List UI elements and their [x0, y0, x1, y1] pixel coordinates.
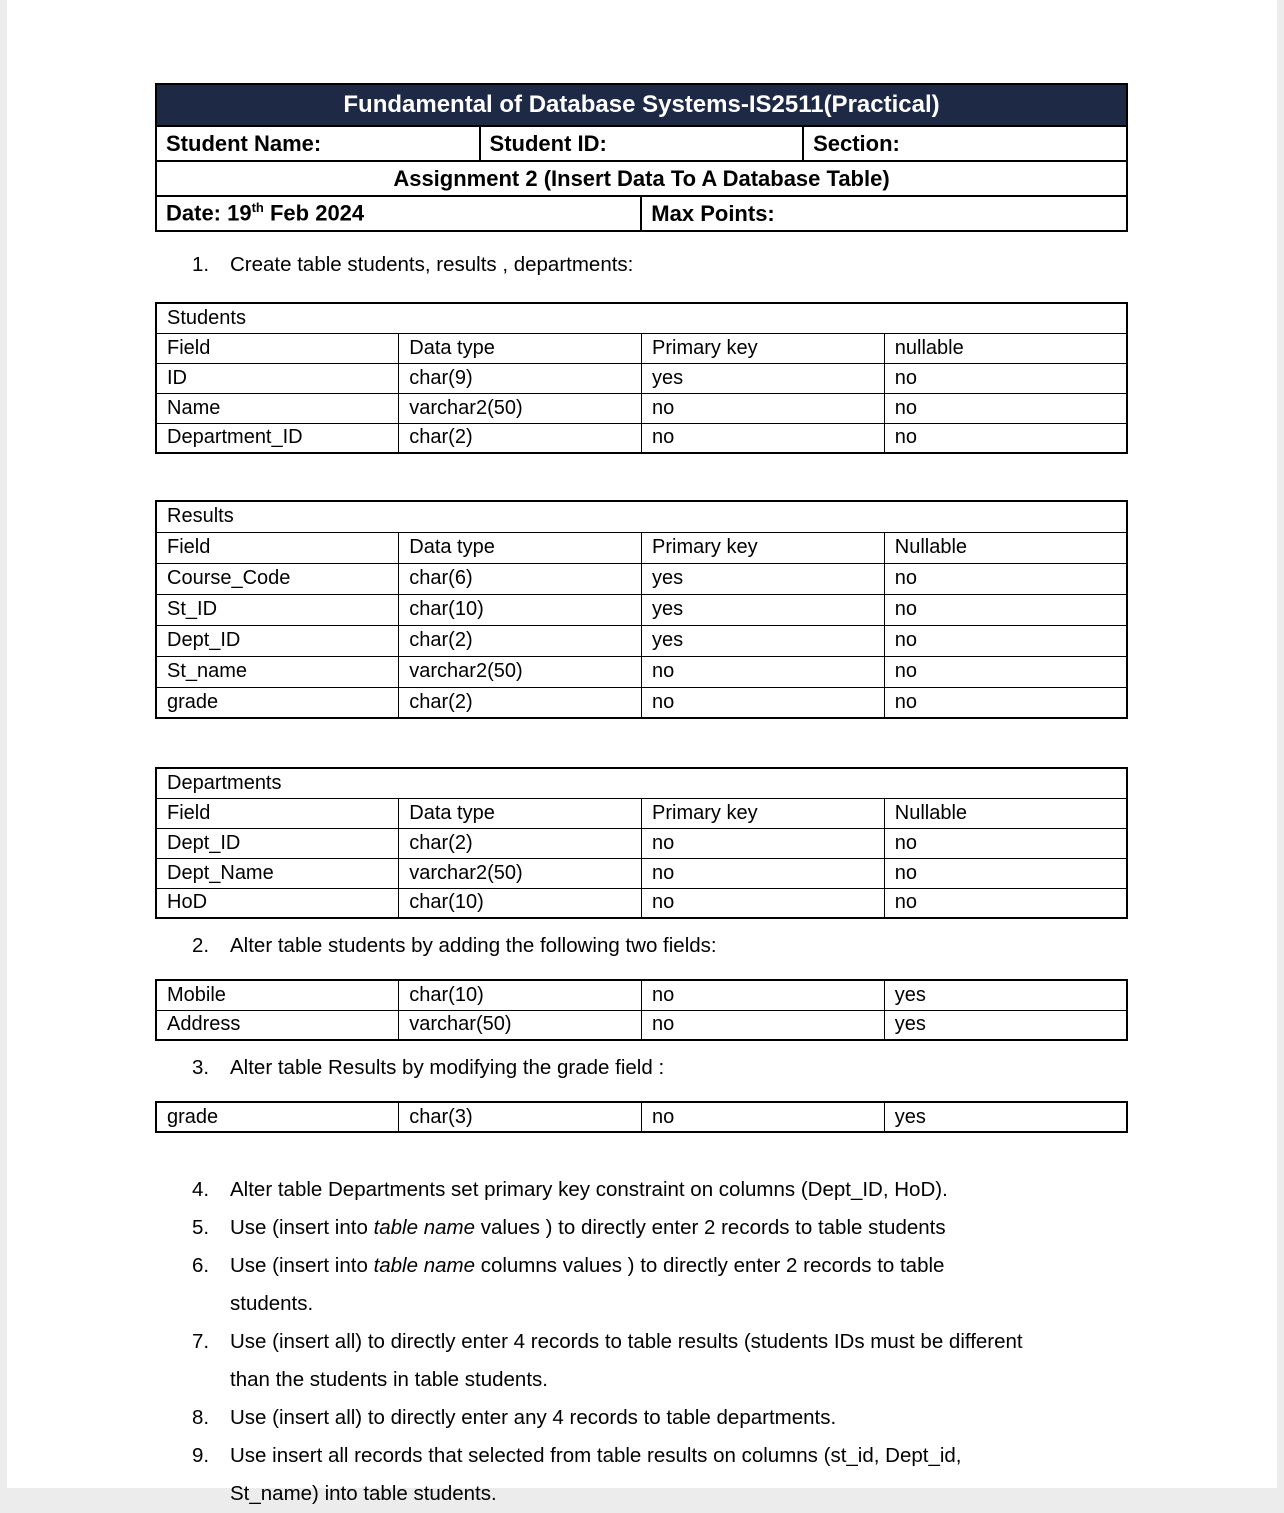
- table-row: [156, 687, 1127, 718]
- header-table: [155, 83, 1128, 232]
- table-cell: St_ID: [156, 594, 399, 625]
- student-id-label: Student ID:: [480, 126, 804, 161]
- table-cell: no: [884, 563, 1127, 594]
- list-text: Alter table Departments set primary key constraint on columns (Dept_ID, HoD).: [230, 1178, 948, 1201]
- table-cell: no: [884, 858, 1127, 888]
- column-header: Field: [156, 798, 399, 828]
- table-cell: yes: [884, 980, 1127, 1010]
- column-header: Field: [156, 532, 399, 563]
- list-item-8: [192, 1399, 1128, 1437]
- table-header-row: [156, 333, 1127, 363]
- table-cell: varchar2(50): [399, 393, 642, 423]
- list-number: 3.: [192, 1056, 210, 1079]
- table-cell: yes: [884, 1010, 1127, 1040]
- instruction-list: [155, 1171, 1128, 1513]
- table-cell: no: [642, 656, 885, 687]
- table-row: [156, 563, 1127, 594]
- table-cell: varchar(50): [399, 1010, 642, 1040]
- column-header: Data type: [399, 333, 642, 363]
- results-table: [155, 500, 1128, 719]
- table-cell: char(10): [399, 980, 642, 1010]
- table-cell: varchar2(50): [399, 858, 642, 888]
- column-header: Field: [156, 333, 399, 363]
- list-text-continuation: than the students in table students.: [230, 1368, 548, 1391]
- list-text-segment: Use (insert into: [230, 1216, 374, 1239]
- table-cell: grade: [156, 687, 399, 718]
- table-cell: char(3): [399, 1102, 642, 1132]
- table-cell: char(2): [399, 687, 642, 718]
- table-cell: no: [642, 423, 885, 453]
- table-cell: char(6): [399, 563, 642, 594]
- column-header: nullable: [884, 333, 1127, 363]
- table-cell: yes: [642, 363, 885, 393]
- table-row: [156, 888, 1127, 918]
- table-cell: yes: [642, 594, 885, 625]
- list-text: Alter table Results by modifying the grade field :: [230, 1056, 665, 1079]
- list-text-italic: table name: [373, 1254, 475, 1277]
- table-cell: ID: [156, 363, 399, 393]
- list-number: 8.: [192, 1406, 210, 1429]
- column-header: Data type: [399, 532, 642, 563]
- table-cell: varchar2(50): [399, 656, 642, 687]
- list-text-continuation: St_name) into table students.: [230, 1482, 497, 1505]
- table-cell: grade: [156, 1102, 399, 1132]
- table-row: [156, 393, 1127, 423]
- table-cell: Dept_ID: [156, 625, 399, 656]
- table-cell: char(2): [399, 828, 642, 858]
- date-text: Date: 19: [166, 200, 252, 226]
- date-text-suffix: Feb 2024: [263, 200, 365, 226]
- table-cell: no: [642, 393, 885, 423]
- list-text-italic: table name: [373, 1216, 475, 1239]
- table-cell: no: [884, 594, 1127, 625]
- column-header: Primary key: [642, 333, 885, 363]
- alter-students-table: [155, 979, 1128, 1041]
- list-text-continuation: students.: [230, 1292, 314, 1315]
- table-row: [156, 656, 1127, 687]
- list-number: 6.: [192, 1254, 210, 1277]
- table-cell: St_name: [156, 656, 399, 687]
- list-number: 4.: [192, 1178, 210, 1201]
- column-header: Primary key: [642, 532, 885, 563]
- table-row: [156, 858, 1127, 888]
- table-row: [156, 594, 1127, 625]
- column-header: Nullable: [884, 798, 1127, 828]
- table-row: [156, 828, 1127, 858]
- list-item-4: [192, 1171, 1128, 1209]
- table-cell: yes: [642, 563, 885, 594]
- table-cell: Dept_ID: [156, 828, 399, 858]
- table-cell: no: [884, 363, 1127, 393]
- table-cell: no: [884, 656, 1127, 687]
- table-row: [156, 980, 1127, 1010]
- list-text-segment: columns values ) to directly enter 2 records to table: [475, 1254, 945, 1277]
- departments-table: [155, 767, 1128, 919]
- table-cell: no: [884, 625, 1127, 656]
- list-text-segment: Use (insert into: [230, 1254, 374, 1277]
- list-item-2: [192, 931, 1128, 961]
- table-header-row: [156, 798, 1127, 828]
- table-cell: no: [642, 1102, 885, 1132]
- table-cell: char(10): [399, 594, 642, 625]
- table-cell: Course_Code: [156, 563, 399, 594]
- table-cell: Name: [156, 393, 399, 423]
- table-row: [156, 625, 1127, 656]
- table-cell: no: [642, 888, 885, 918]
- alter-results-table: [155, 1101, 1128, 1133]
- table-cell: char(10): [399, 888, 642, 918]
- max-points-label: Max Points:: [641, 196, 1127, 231]
- table-cell: no: [642, 1010, 885, 1040]
- table-row: [156, 1102, 1127, 1132]
- table-cell: no: [884, 828, 1127, 858]
- table-cell: no: [884, 888, 1127, 918]
- table-title: Departments: [156, 768, 1127, 798]
- date-ordinal: th: [251, 200, 264, 216]
- list-text: Use (insert all) to directly enter any 4 records to table departments.: [230, 1406, 837, 1429]
- table-cell: no: [884, 687, 1127, 718]
- table-cell: no: [884, 423, 1127, 453]
- list-item-1: [192, 250, 1128, 280]
- list-number: 7.: [192, 1330, 210, 1353]
- table-cell: char(2): [399, 423, 642, 453]
- document-page: [7, 0, 1277, 1505]
- assignment-title: Assignment 2 (Insert Data To A Database Table): [156, 161, 1127, 196]
- date-label: [156, 196, 641, 231]
- column-header: Primary key: [642, 798, 885, 828]
- table-cell: Address: [156, 1010, 399, 1040]
- column-header: Data type: [399, 798, 642, 828]
- table-header-row: [156, 532, 1127, 563]
- list-text: Use insert all records that selected from table results on columns (st_id, Dept_id,: [230, 1444, 962, 1467]
- student-name-label: Student Name:: [156, 126, 480, 161]
- list-item-9: [192, 1437, 1128, 1513]
- list-text: Alter table students by adding the following two fields:: [230, 934, 717, 957]
- column-header: Nullable: [884, 532, 1127, 563]
- table-cell: Dept_Name: [156, 858, 399, 888]
- table-cell: no: [642, 858, 885, 888]
- table-cell: Department_ID: [156, 423, 399, 453]
- list-text: [230, 1209, 1128, 1247]
- list-number: 2.: [192, 934, 210, 957]
- list-text-segment: values ) to directly enter 2 records to table students: [475, 1216, 946, 1239]
- table-cell: no: [642, 687, 885, 718]
- document-content: [155, 83, 1128, 1513]
- table-cell: char(2): [399, 625, 642, 656]
- table-cell: yes: [884, 1102, 1127, 1132]
- table-title: Results: [156, 501, 1127, 532]
- table-cell: char(9): [399, 363, 642, 393]
- list-text: Create table students, results , departments:: [230, 253, 634, 276]
- list-item-5: [192, 1209, 1128, 1247]
- table-cell: yes: [642, 625, 885, 656]
- section-label: Section:: [803, 126, 1127, 161]
- table-row: [156, 1010, 1127, 1040]
- list-item-7: [192, 1323, 1128, 1399]
- list-item-6: [192, 1247, 1128, 1323]
- students-table: [155, 302, 1128, 454]
- table-cell: no: [642, 980, 885, 1010]
- list-text: [230, 1247, 1128, 1285]
- document-title: Fundamental of Database Systems-IS2511(Practical): [156, 84, 1127, 126]
- table-cell: no: [884, 393, 1127, 423]
- table-cell: no: [642, 828, 885, 858]
- list-item-3: [192, 1053, 1128, 1083]
- table-title: Students: [156, 303, 1127, 333]
- table-row: [156, 363, 1127, 393]
- list-number: 5.: [192, 1216, 210, 1239]
- table-cell: Mobile: [156, 980, 399, 1010]
- list-number: 9.: [192, 1444, 210, 1467]
- table-cell: HoD: [156, 888, 399, 918]
- list-number: 1.: [192, 253, 210, 276]
- table-row: [156, 423, 1127, 453]
- list-text: Use (insert all) to directly enter 4 records to table results (students IDs must be different: [230, 1330, 1023, 1353]
